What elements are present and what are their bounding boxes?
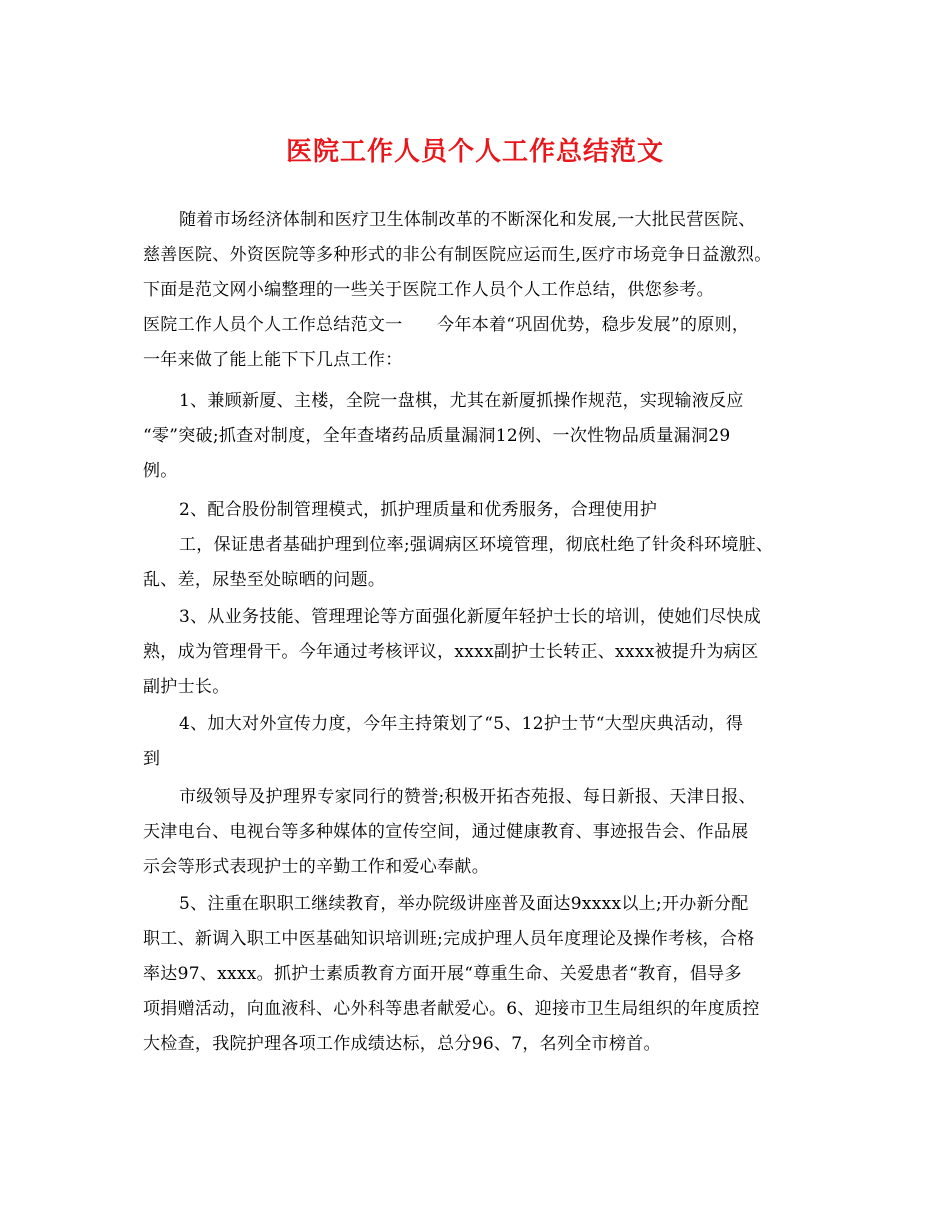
text-line: “零”突破;抓查对制度，全年查堵药品质量漏洞12例、一次性物品质量漏洞29 <box>143 426 731 446</box>
text-line: 项捐赠活动，向血液科、心外科等患者献爱心。6、迎接市卫生局组织的年度质控 <box>143 999 760 1019</box>
text-line: 2、配合股份制管理模式，抓护理质量和优秀服务，合理使用护 <box>179 500 658 520</box>
text-line: 率达97、xxxx。抓护士素质教育方面开展“尊重生命、关爱患者“教育，倡导多 <box>143 964 742 984</box>
text-line: 乱、差，尿垫至处晾晒的问题。 <box>143 570 386 590</box>
text-line: 大检查，我院护理各项工作成绩达标，总分96、7，名列全市榜首。 <box>143 1034 661 1054</box>
text-line: 示会等形式表现护士的辛勤工作和爱心奉献。 <box>143 857 489 877</box>
text-line: 市级领导及护理界专家同行的赞誉;积极开拓杏苑报、每日新报、天津日报、 <box>179 787 756 807</box>
text-line: 天津电台、电视台等多种媒体的宣传空间，通过健康教育、事迹报告会、作品展 <box>143 822 749 842</box>
document-title: 医院工作人员个人工作总结范文 <box>285 137 664 167</box>
text-line: 随着市场经济体制和医疗卫生体制改革的不断深化和发展,一大批民营医院、 <box>179 210 756 230</box>
text-line: 5、注重在职职工继续教育，举办院级讲座普及面达9xxxx以上;开办新分配 <box>179 894 749 914</box>
text-line: 一年来做了能上能下下几点工作： <box>143 350 403 370</box>
text-line: 下面是范文网小编整理的一些关于医院工作人员个人工作总结，供您参考。 <box>143 280 714 300</box>
text-line: 慈善医院、外资医院等多种形式的非公有制医院应运而生,医疗市场竞争日益激烈。 <box>143 245 772 265</box>
text-line: 1、兼顾新厦、主楼，全院一盘棋，尤其在新厦抓操作规范，实现输液反应 <box>179 391 744 411</box>
text-line: 医院工作人员个人工作总结范文一 今年本着“巩固优势，稳步发展”的原则， <box>143 315 750 335</box>
text-line: 例。 <box>143 461 178 481</box>
text-line: 熟，成为管理骨干。今年通过考核评议，xxxx副护士长转正、xxxx被提升为病区 <box>143 642 759 662</box>
text-line: 到 <box>143 749 161 769</box>
text-line: 职工、新调入职工中医基础知识培训班;完成护理人员年度理论及操作考核，合格 <box>143 929 755 949</box>
text-line: 3、从业务技能、管理理论等方面强化新厦年轻护士长的培训，使她们尽快成 <box>179 607 762 627</box>
text-line: 工，保证患者基础护理到位率;强调病区环境管理，彻底杜绝了针灸科环境脏、 <box>179 535 774 555</box>
text-line: 副护士长。 <box>143 677 230 697</box>
text-line: 4、加大对外宣传力度，今年主持策划了“5、12护士节“大型庆典活动，得 <box>179 714 744 734</box>
